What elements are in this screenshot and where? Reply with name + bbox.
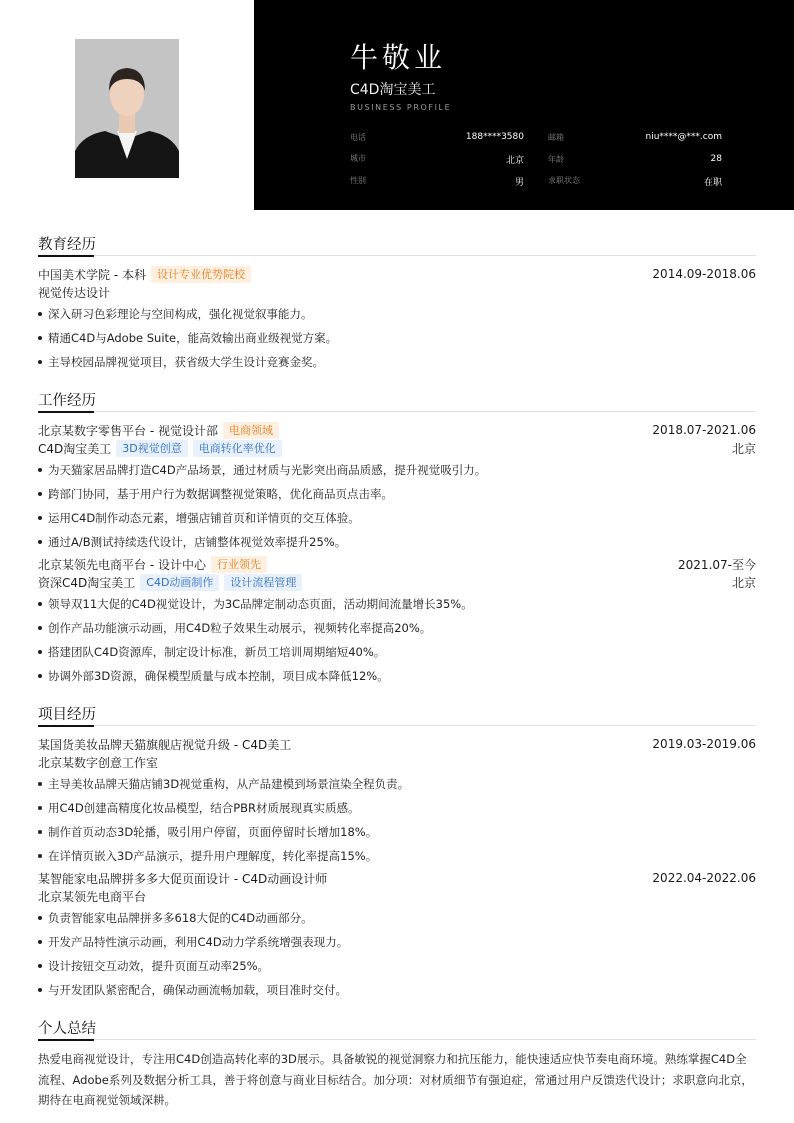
list-item: 跨部门协同，基于用户行为数据调整视觉策略，优化商品页点击率。: [38, 482, 756, 506]
info-age: [548, 154, 722, 165]
section-header: [38, 232, 756, 256]
profile-subtitle: BUSINESS PROFILE: [350, 103, 452, 112]
entry-left: [38, 266, 251, 283]
summary-section: [38, 1016, 756, 1111]
entry-line: [38, 439, 756, 457]
entry-date: 2014.09-2018.06: [652, 267, 756, 281]
project-name: 某智能家电品牌拼多多大促页面设计 - C4D动画设计师: [38, 871, 328, 886]
section-underline: [38, 725, 94, 727]
company-tag: 行业领先: [211, 556, 267, 573]
candidate-name: 牛敬业: [350, 41, 447, 74]
info-value: 188****3580: [465, 131, 524, 142]
info-label: 城市: [350, 153, 366, 163]
project-org: 北京某领先电商平台: [38, 889, 147, 904]
section-title: 项目经历: [38, 707, 96, 723]
info-label: 电话: [350, 132, 366, 142]
list-item: 通过A/B测试持续迭代设计，店铺整体视觉效率提升25%。: [38, 530, 756, 554]
company-name: 北京某领先电商平台 - 设计中心: [38, 557, 206, 572]
bullet-list: [38, 302, 756, 374]
entry-line: [38, 421, 756, 439]
contact-info: [350, 126, 722, 192]
info-row: [350, 170, 722, 192]
entry-city: 北京: [731, 575, 756, 590]
education-section: [38, 232, 756, 374]
list-item: 用C4D创建高精度化妆品模型，结合PBR材质展现真实质感。: [38, 796, 756, 820]
entry-date: 2022.04-2022.06: [652, 871, 756, 885]
section-header: [38, 388, 756, 412]
candidate-role: C4D淘宝美工: [350, 82, 436, 98]
project-name: 某国货美妆品牌天猫旗舰店视觉升级 - C4D美工: [38, 737, 292, 752]
info-label: 性别: [350, 175, 366, 185]
header-dark-panel: [254, 0, 794, 210]
list-item: 负责智能家电品牌拼多多618大促的C4D动画部分。: [38, 906, 756, 930]
section-title: 教育经历: [38, 237, 96, 253]
info-label: 年龄: [548, 154, 564, 164]
school-tag: 设计专业优势院校: [151, 266, 251, 283]
entry-date: 2021.07-至今: [678, 557, 756, 572]
list-item: 主导美妆品牌天猫店铺3D视觉重构，从产品建模到场景渲染全程负责。: [38, 772, 756, 796]
list-item: 在详情页嵌入3D产品演示，提升用户理解度，转化率提高15%。: [38, 844, 756, 868]
entry-date: 2018.07-2021.06: [652, 423, 756, 437]
section-title: 工作经历: [38, 393, 96, 409]
work-section: [38, 388, 756, 688]
position-title: 资深C4D淘宝美工: [38, 575, 136, 590]
entry-line: [38, 735, 756, 753]
list-item: 精通C4D与Adobe Suite，能高效输出商业级视觉方案。: [38, 326, 756, 350]
entry-left: [38, 574, 302, 591]
list-item: 协调外部3D资源，确保模型质量与成本控制，项目成本降低12%。: [38, 664, 756, 688]
info-gender: [350, 175, 524, 188]
list-item: 制作首页动态3D轮播，吸引用户停留，页面停留时长增加18%。: [38, 820, 756, 844]
section-header: [38, 1016, 756, 1040]
entry-date: 2019.03-2019.06: [652, 737, 756, 751]
projects-section: [38, 702, 756, 1002]
section-underline: [38, 1039, 94, 1041]
skill-tag: 3D视觉创意: [116, 440, 187, 457]
entry-left: [38, 556, 267, 573]
info-label: 邮箱: [548, 132, 564, 142]
entry-line: [38, 265, 756, 283]
info-value: 在职: [703, 177, 722, 188]
entry-line: [38, 887, 756, 905]
section-title: 个人总结: [38, 1021, 96, 1037]
list-item: 开发产品特性演示动画，利用C4D动力学系统增强表现力。: [38, 930, 756, 954]
work-entry: [38, 555, 756, 688]
major: 视觉传达设计: [38, 285, 111, 300]
project-entry: [38, 869, 756, 1002]
list-item: 领导双11大促的C4D视觉设计，为3C品牌定制动态页面，活动期间流量增长35%。: [38, 592, 756, 616]
list-item: 为天猫家居品牌打造C4D产品场景，通过材质与光影突出商品质感，提升视觉吸引力。: [38, 458, 756, 482]
section-underline: [38, 255, 94, 257]
info-value: 男: [514, 177, 524, 188]
education-entry: [38, 265, 756, 374]
section-header: [38, 702, 756, 726]
list-item: 设计按钮交互动效，提升页面互动率25%。: [38, 954, 756, 978]
bullet-list: [38, 906, 756, 1002]
skill-tag: C4D动画制作: [140, 574, 219, 591]
entry-line: [38, 555, 756, 573]
info-value: 28: [710, 153, 722, 164]
skill-tag: 设计流程管理: [224, 574, 302, 591]
section-underline: [38, 411, 94, 413]
bullet-list: [38, 458, 756, 554]
list-item: 主导校园品牌视觉项目，获省级大学生设计竞赛金奖。: [38, 350, 756, 374]
entry-line: [38, 753, 756, 771]
list-item: 创作产品功能演示动画，用C4D粒子效果生动展示，视频转化率提高20%。: [38, 616, 756, 640]
bullet-list: [38, 772, 756, 868]
entry-line: [38, 283, 756, 301]
info-row: [350, 148, 722, 170]
info-email: [548, 132, 722, 143]
position-title: C4D淘宝美工: [38, 441, 112, 456]
list-item: 运用C4D制作动态元素，增强店铺首页和详情页的交互体验。: [38, 506, 756, 530]
entry-city: 北京: [731, 441, 756, 456]
school-name: 中国美术学院 - 本科: [38, 267, 146, 282]
skill-tag: 电商转化率优化: [193, 440, 282, 457]
project-org: 北京某数字创意工作室: [38, 755, 159, 770]
project-entry: [38, 735, 756, 868]
entry-left: [38, 422, 279, 439]
company-tag: 电商领域: [223, 422, 279, 439]
entry-line: [38, 573, 756, 591]
entry-line: [38, 869, 756, 887]
info-phone: [350, 132, 524, 143]
bullet-list: [38, 592, 756, 688]
list-item: 与开发团队紧密配合，确保动画流畅加载，项目准时交付。: [38, 978, 756, 1002]
resume-body: [38, 232, 756, 1123]
list-item: 深入研习色彩理论与空间构成，强化视觉叙事能力。: [38, 302, 756, 326]
info-value: 北京: [505, 155, 524, 166]
info-value: niu****@***.com: [645, 131, 722, 142]
list-item: 搭建团队C4D资源库，制定设计标准，新员工培训周期缩短40%。: [38, 640, 756, 664]
resume-header: [0, 0, 794, 210]
info-city: [350, 153, 524, 166]
info-row: [350, 126, 722, 148]
work-entry: [38, 421, 756, 554]
profile-photo: [75, 39, 179, 178]
entry-left: [38, 440, 282, 457]
summary-text: 热爱电商视觉设计，专注用C4D创造高转化率的3D展示。具备敏锐的视觉洞察力和抗压能力，能快速适应快节奏电商环境。熟练掌握C4D全流程、Adobe系列及数据分析工具，善于将创意与商业目标结合。加分项：对材质细节有强迫症，常通过用户反馈迭代设计；求职意向北京，期待在电商视觉领域深耕。: [38, 1052, 753, 1107]
company-name: 北京某数字零售平台 - 视觉设计部: [38, 423, 218, 438]
info-label: 求职状态: [548, 175, 580, 185]
info-status: [548, 175, 722, 188]
